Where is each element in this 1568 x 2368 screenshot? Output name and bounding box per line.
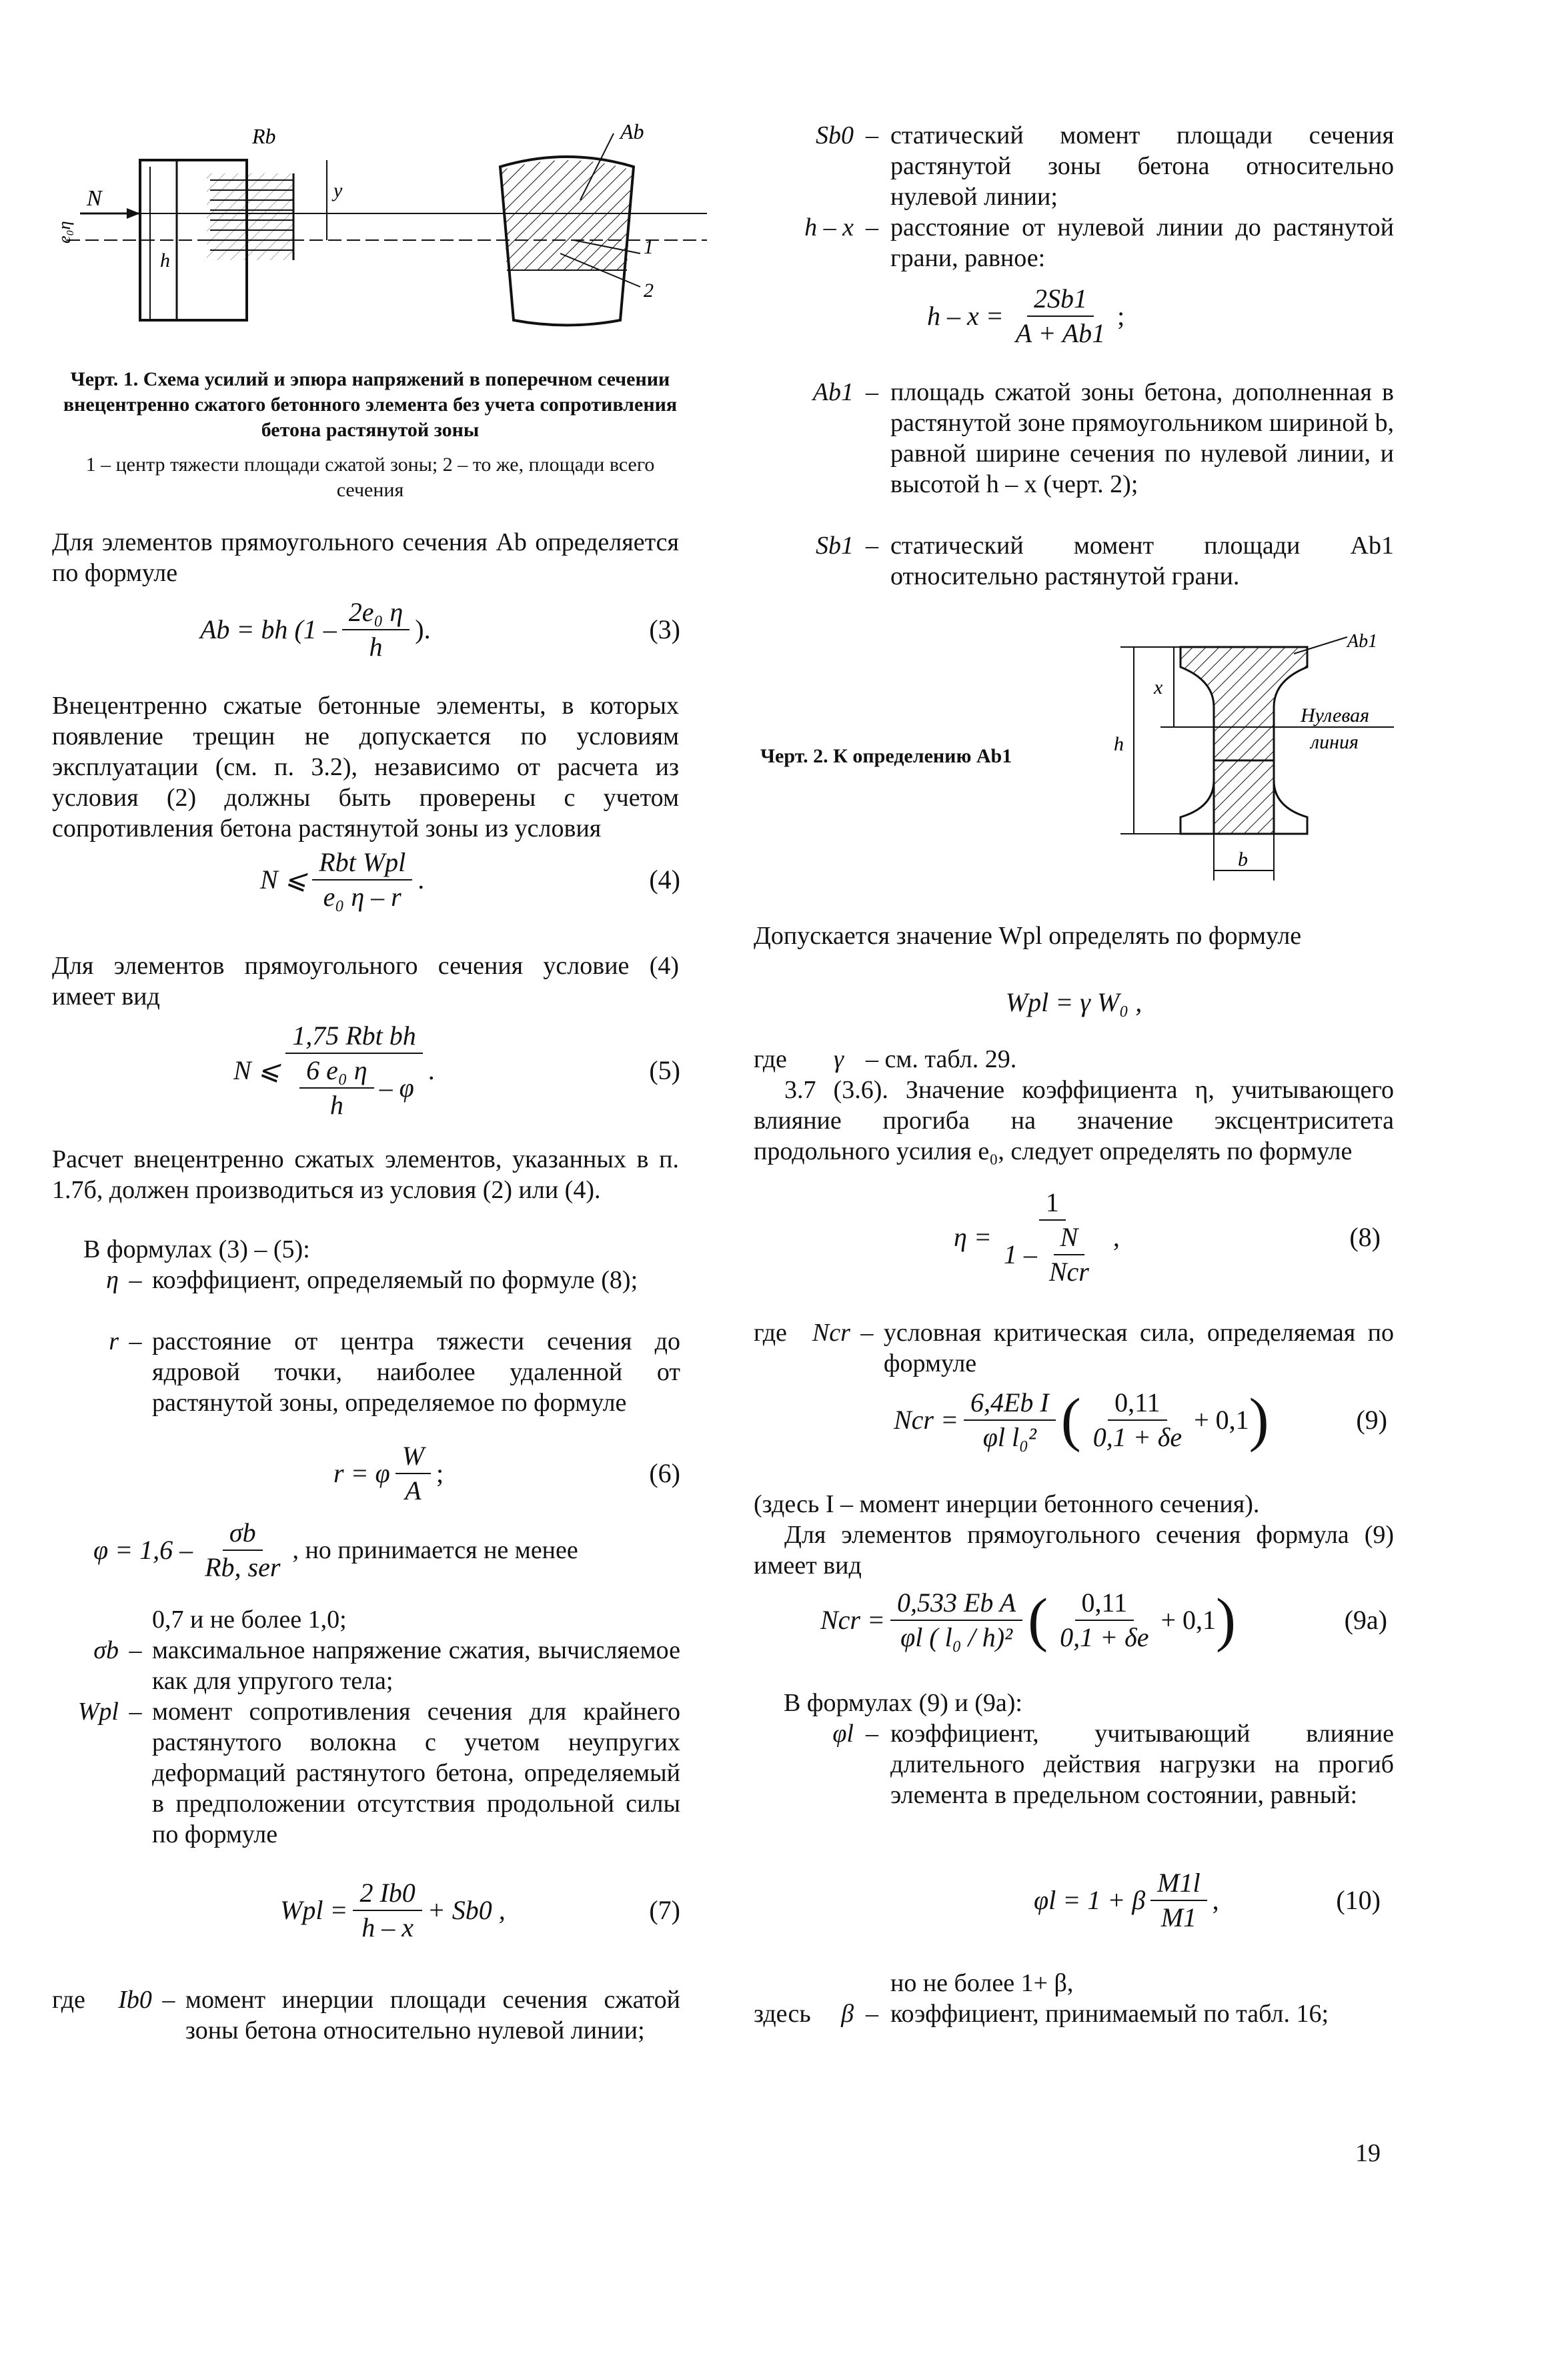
def-h-minus-x: h – x – расстояние от нулевой линии до растянутой грани, равное:	[804, 213, 1394, 272]
compressed-area	[1181, 647, 1307, 760]
label-n: N	[87, 186, 102, 211]
para-rect-condition: Для элементов прямоугольного сечения условие (4) имеет вид	[52, 952, 679, 1011]
not-more-than: но не более 1+ β,	[890, 1969, 1074, 1997]
label-h: h	[160, 249, 170, 271]
label-1: 1	[644, 236, 654, 258]
equation-7: Wpl = $\frac{2 Ib0}{h - x}$ + Sb0 , (7)	[280, 1878, 680, 1942]
para-rect-formula: Для элементов прямоугольного сечения формула (9) имеет вид	[754, 1521, 1394, 1580]
where-gamma: где γ – см. табл. 29.	[754, 1045, 1017, 1073]
equation-4: N ⩽ $\frac{\text{Rbt Wpl}}{\text{e₀ η – r}}$ . (4)	[260, 847, 680, 912]
para-moment-of-inertia: (здесь I – момент инерции бетонного сечения).	[754, 1490, 1260, 1518]
phi-limits: 0,7 и не более 1,0;	[152, 1606, 347, 1634]
equation-9-number: (9)	[1356, 1405, 1387, 1435]
figure-2-diagram	[1080, 627, 1401, 894]
figure-1-legend: 1 – центр тяжести площади сжатой зоны; 2 – то же, площади всего сечения	[85, 454, 655, 501]
equation-8: η = 1 1 – $\frac{N}{\text{Ncr}}$ , (8)	[954, 1187, 1381, 1287]
def-ncr: где Ncr – условная критическая сила, определяемая по формуле	[754, 1319, 1394, 1377]
equation-7-number: (7)	[649, 1895, 680, 1925]
def-eta: η – коэффициент, определяемый по формуле (8);	[106, 1266, 638, 1294]
label-rb: Rb	[252, 124, 276, 148]
para-wpl-allowed: Допускается значение Wpl определять по формуле	[754, 922, 1302, 950]
compressed-zone	[502, 160, 632, 270]
equation-wpl: Wpl = γ W₀ ,	[1005, 987, 1142, 1017]
added-rectangle	[1214, 760, 1274, 834]
equation-5-number: (5)	[649, 1055, 680, 1085]
fig2-label-h: h	[1114, 733, 1124, 755]
fig2-label-ab1: Ab1	[1347, 631, 1378, 652]
para-in-formulas: В формулах (3) – (5):	[83, 1235, 310, 1263]
def-phi-l: φl – коэффициент, учитывающий влияние длительного действия нагрузки на прогиб элемента в предельном состоянии, равный:	[832, 1720, 1394, 1809]
para-in-formulas-9: В формулах (9) и (9а):	[784, 1689, 1022, 1717]
def-sb0: Sb0 – статический момент площади сечения растянутой зоны бетона относительно нулевой линии;	[816, 121, 1394, 211]
fig2-label-zero-line-1: Нулевая	[1301, 704, 1370, 726]
label-e0eta: e₀η	[55, 221, 74, 243]
equation-3: Ab = bh (1 – $\frac{\text{2e₀ η}}{h}$ ). (3)	[200, 597, 680, 662]
equation-phi: φ = 1,6 – $\frac{\sigma b}{\text{Rb, ser}}$ , но принимается не менее	[93, 1518, 578, 1582]
equation-10-number: (10)	[1336, 1885, 1381, 1915]
label-2: 2	[644, 279, 654, 302]
equation-5: N ⩽ 1,75 Rbt bh $\frac{\text{6 e₀ η}}{h}$ – φ . (5)	[233, 1021, 680, 1120]
equation-h-minus-x: h – x = $\frac{2Sb1}{A + Ab1}$ ;	[927, 283, 1125, 348]
equation-9a-number: (9а)	[1344, 1605, 1387, 1635]
para-eccentric-elements: Внецентренно сжатые бетонные элементы, в которых появление трещин не допускается по условиям эксплуатации (см. п. 3.2), независимо от расчета из условия (2) должны быть проверены с учетом сопротивления бетона растянутой зоны из условия	[52, 692, 679, 842]
para-ab-formula-intro: Для элементов прямоугольного сечения Ab определяется по формуле	[52, 528, 679, 587]
page-number: 19	[1355, 2139, 1381, 2167]
para-calculation-conditions: Расчет внецентренно сжатых элементов, указанных в п. 1.7б, должен производиться из условия (2) или (4).	[52, 1145, 679, 1204]
figure-2-caption: Черт. 2. К определению Ab1	[760, 745, 1012, 767]
def-sigma-b: σb – максимальное напряжение сжатия, вычисляемое как для упругого тела;	[93, 1636, 680, 1695]
label-ab: Ab	[620, 120, 644, 143]
equation-6: r = φ $\frac{W}{A}$ ; (6)	[333, 1441, 680, 1506]
equation-9: Ncr = $\frac{\text{6,4Eb I}}{\text{φl l₀²}}$ ( $\frac{0,11}{0,1 + \delta e}$ + 0,1 ) (9)	[894, 1387, 1387, 1453]
para-3-7: 3.7 (3.6). Значение коэффициента η, учитывающего влияние прогиба на значение эксцентриситета продольного усилия e₀, следует определять по формуле	[754, 1076, 1394, 1165]
equation-9a: Ncr = $\frac{\text{0,533 Eb A}}{\text{φl ( l₀ / h)²}}$ ( $\frac{0,11}{0,1 + \delta e}$ + 0,1 ) (9а)	[820, 1587, 1387, 1653]
def-r: r – расстояние от центра тяжести сечения до ядровой точки, наиболее удаленной от растянутой зоны, определяемое по формуле	[109, 1327, 680, 1417]
equation-4-number: (4)	[649, 864, 680, 895]
equation-8-number: (8)	[1349, 1222, 1381, 1252]
def-ab1: Ab1 – площадь сжатой зоны бетона, дополненная в растянутой зоне прямоугольником шириной b, равной ширине сечения по нулевой линии, и высотой h – x (черт. 2);	[812, 378, 1394, 498]
equation-3-number: (3)	[649, 614, 680, 644]
figure-1-diagram	[40, 120, 707, 347]
label-y: y	[333, 179, 343, 201]
fig2-label-zero-line-2: линия	[1311, 731, 1359, 753]
def-wpl: Wpl – момент сопротивления сечения для крайнего растянутого волокна с учетом неупругих деформаций растянутого бетона, определяемый в предположении отсутствия продольной силы по формуле	[77, 1698, 680, 1848]
def-ib0: где Ib0 – момент инерции площади сечения сжатой зоны бетона относительно нулевой линии;	[52, 1986, 680, 2044]
equation-10: φl = 1 + β $\frac{M1l}{M1}$ , (10)	[1034, 1868, 1381, 1932]
fig2-label-x: x	[1154, 676, 1163, 698]
figure-1-caption: Черт. 1. Схема усилий и эпюра напряжений в поперечном сечении внецентренно сжатого бетонного элемента без учета сопротивления бетона растянутой зоны	[63, 368, 678, 441]
fig2-label-b: b	[1238, 848, 1248, 870]
equation-6-number: (6)	[649, 1458, 680, 1488]
def-sb1: Sb1 – статический момент площади Ab1 относительно растянутой грани.	[816, 532, 1394, 590]
def-beta: здесь β – коэффициент, принимаемый по табл. 16;	[754, 2000, 1329, 2028]
